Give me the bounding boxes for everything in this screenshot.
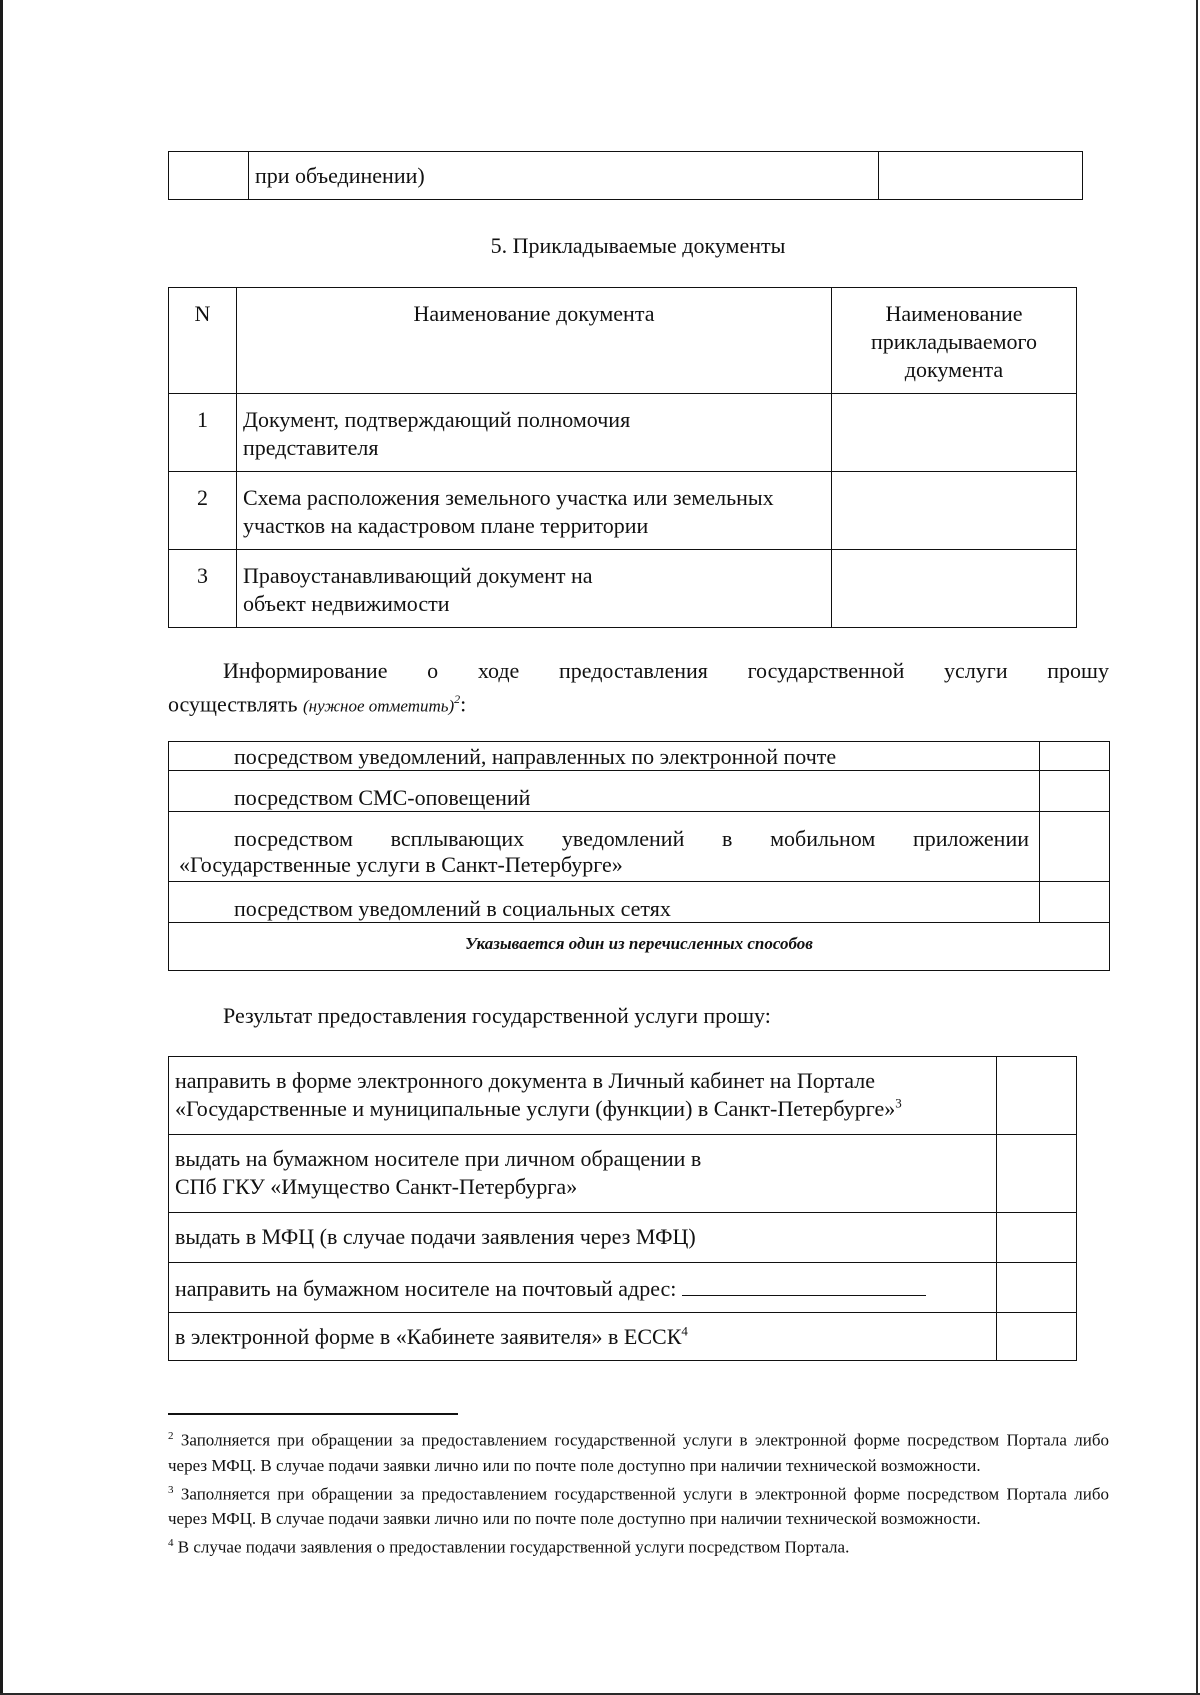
social-checkbox-cell[interactable] (1040, 882, 1110, 923)
row-num: 2 (169, 472, 237, 550)
essk-checkbox-cell[interactable] (997, 1313, 1077, 1361)
notify-option-app (169, 812, 1040, 882)
table-cell (249, 152, 879, 200)
option-label: направить на бумажном носителе на почтовый адрес: (175, 1276, 677, 1301)
option-label: посредством уведомлений, направленных по электронной почте (234, 744, 837, 769)
result-option-post (169, 1263, 997, 1313)
table-row (169, 1263, 1077, 1313)
table-row (169, 812, 1110, 882)
portal-checkbox-cell[interactable] (997, 1057, 1077, 1135)
table-header-row (169, 288, 1077, 394)
footnote-number: 4 (168, 1537, 174, 1550)
row-document-name: Документ, подтверждающий полномочия представителя (237, 394, 832, 472)
documents-table (168, 287, 1077, 628)
inform-paragraph (168, 657, 1109, 720)
table-row (169, 1313, 1077, 1361)
scan-edge-right (1196, 0, 1198, 1695)
table-cell (879, 152, 1083, 200)
section-title: 5. Прикладываемые документы (490, 233, 786, 258)
row-document-name: Правоустанавливающий документ на объект недвижимости (237, 550, 832, 628)
option-label: в электронной форме в «Кабинете заявителя» в ЕССК (175, 1324, 682, 1349)
paper-checkbox-cell[interactable] (997, 1135, 1077, 1213)
post-checkbox-cell[interactable] (997, 1263, 1077, 1313)
header-num: N (169, 288, 237, 394)
table-row (169, 1057, 1077, 1135)
app-checkbox-cell[interactable] (1040, 812, 1110, 882)
continuation-text: при объединении) (255, 163, 425, 188)
notify-option-email (169, 742, 1040, 771)
table-cell (169, 152, 249, 200)
footnote-ref: 4 (681, 1323, 688, 1339)
table-row (169, 1213, 1077, 1263)
table-row (169, 394, 1077, 472)
footnote-ref: 3 (895, 1095, 902, 1111)
notify-hint: Указывается один из перечисленных способов (169, 923, 1110, 971)
row-attached-input[interactable] (832, 550, 1077, 628)
postal-address-field[interactable] (682, 1273, 926, 1296)
footnote-rule (168, 1413, 458, 1415)
option-label: посредством уведомлений в социальных сетях (234, 896, 671, 921)
inform-note: (нужное отметить) (303, 696, 455, 716)
result-option-essk (169, 1313, 997, 1361)
notify-table (168, 741, 1110, 971)
table-row (169, 472, 1077, 550)
table-row (169, 550, 1077, 628)
header-document-name: Наименование документа (237, 288, 832, 394)
footnote-text: В случае подачи заявления о предоставлении государственной услуги посредством Портала. (177, 1537, 850, 1557)
result-option-paper (169, 1135, 997, 1213)
footnote-number: 2 (168, 1430, 174, 1442)
footnotes (168, 1424, 1109, 1560)
result-table (168, 1056, 1077, 1361)
footnote-text: Заполняется при обращении за предоставлением государственной услуги в электронной форме посредством Портала либо через МФЦ. В случае подачи заявки лично или по почте поле доступно при наличии технической возможности. (168, 1430, 1109, 1475)
footnote-text: Заполняется при обращении за предоставлением государственной услуги в электронной форме посредством Портала либо через МФЦ. В случае подачи заявки лично или по почте поле доступно при наличии технической возможности. (168, 1484, 1109, 1529)
row-num: 1 (169, 394, 237, 472)
mfc-checkbox-cell[interactable] (997, 1213, 1077, 1263)
footnote-number: 3 (168, 1483, 174, 1496)
notify-option-social (169, 882, 1040, 923)
continuation-table (168, 151, 1083, 200)
row-document-name: Схема расположения земельного участка или земельных участков на кадастровом плане территории (237, 472, 832, 550)
footnote (168, 1478, 1109, 1532)
row-attached-input[interactable] (832, 472, 1077, 550)
notify-option-sms (169, 771, 1040, 812)
result-option-portal (169, 1057, 997, 1135)
option-label: посредством СМС-оповещений (234, 785, 531, 810)
result-paragraph: Результат предоставления государственной услуги прошу: (223, 1003, 771, 1028)
footnote-ref: 2 (454, 692, 461, 706)
result-option-mfc (169, 1213, 997, 1263)
sms-checkbox-cell[interactable] (1040, 771, 1110, 812)
table-row (169, 771, 1110, 812)
footnote (168, 1424, 1109, 1478)
table-row (169, 742, 1110, 771)
table-row (169, 1135, 1077, 1213)
footnote (168, 1531, 1109, 1560)
table-row (169, 923, 1110, 971)
colon: : (460, 691, 467, 717)
inform-line-2: осуществлять (168, 691, 298, 717)
row-attached-input[interactable] (832, 394, 1077, 472)
row-num: 3 (169, 550, 237, 628)
table-row (169, 152, 1083, 200)
header-attached-document: Наименование прикладываемого документа (832, 288, 1077, 394)
scan-edge-left (0, 0, 3, 1695)
email-checkbox-cell[interactable] (1040, 742, 1110, 771)
option-label: выдать на бумажном носителе при личном обращении в СПб ГКУ «Имущество Санкт-Петербурга» (175, 1146, 702, 1199)
option-label: направить в форме электронного документа в Личный кабинет на Портале «Государственные и муниципальные услуги (функции) в Санкт-Петербурге» (175, 1068, 896, 1121)
option-label: посредством всплывающих уведомлений в мобильном приложении «Государственные услуги в Санкт-Петербурге» (179, 826, 1029, 877)
inform-line-1: Информирование о ходе предоставления государственной услуги прошу (223, 658, 1109, 683)
table-row (169, 882, 1110, 923)
option-label: выдать в МФЦ (в случае подачи заявления через МФЦ) (175, 1224, 696, 1249)
